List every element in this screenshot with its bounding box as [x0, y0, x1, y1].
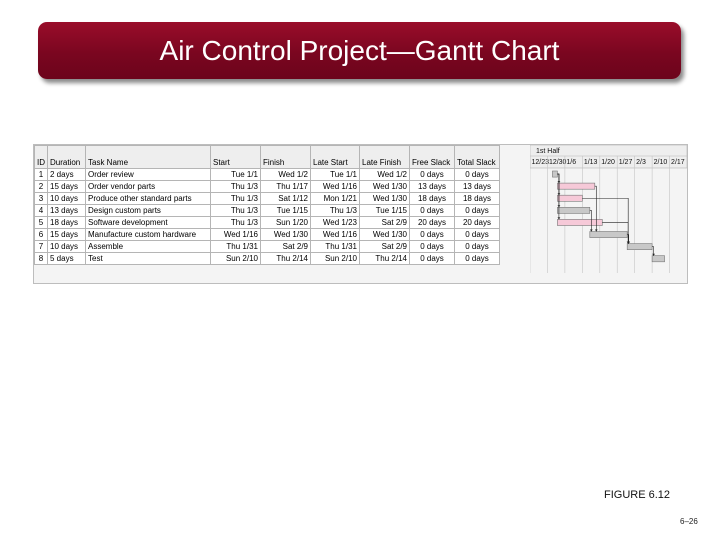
cell-finish: Sun 1/20: [261, 217, 311, 229]
cell-late-start: Wed 1/16: [311, 229, 360, 241]
cell-late-finish: Wed 1/30: [360, 193, 410, 205]
column-header: Task Name: [86, 146, 211, 169]
cell-id: 4: [35, 205, 48, 217]
cell-start: Thu 1/3: [211, 205, 261, 217]
cell-total-slack: 18 days: [455, 193, 500, 205]
dependency-arrowhead: [595, 230, 598, 232]
cell-late-start: Sun 2/10: [311, 253, 360, 265]
column-header: Late Finish: [360, 146, 410, 169]
gantt-bar: [557, 207, 589, 213]
cell-late-finish: Wed 1/30: [360, 181, 410, 193]
gantt-bar: [557, 183, 594, 189]
week-tick-label: 2/3: [636, 159, 646, 166]
cell-late-start: Mon 1/21: [311, 193, 360, 205]
cell-free-slack: 18 days: [410, 193, 455, 205]
week-tick-label: 1/20: [601, 159, 615, 166]
column-header: Finish: [261, 146, 311, 169]
cell-total-slack: 0 days: [455, 229, 500, 241]
column-header: Duration: [48, 146, 86, 169]
cell-finish: Thu 2/14: [261, 253, 311, 265]
cell-total-slack: 0 days: [455, 253, 500, 265]
cell-duration: 15 days: [48, 181, 86, 193]
cell-free-slack: 0 days: [410, 229, 455, 241]
column-header: Total Slack: [455, 146, 500, 169]
table-row: [35, 205, 500, 217]
column-header: Free Slack: [410, 146, 455, 169]
column-header: ID: [35, 146, 48, 169]
cell-finish: Wed 1/2: [261, 169, 311, 181]
cell-late-finish: Thu 2/14: [360, 253, 410, 265]
gantt-figure: [33, 144, 688, 284]
slide-title: Air Control Project—Gantt Chart: [159, 34, 560, 66]
cell-task: Test: [86, 253, 211, 265]
column-header: Start: [211, 146, 261, 169]
cell-duration: 10 days: [48, 193, 86, 205]
cell-id: 8: [35, 253, 48, 265]
week-tick-label: 2/10: [653, 159, 668, 166]
cell-start: Sun 2/10: [211, 253, 261, 265]
dependency-arrowhead: [558, 217, 561, 219]
task-table: [34, 145, 500, 265]
cell-task: Order review: [86, 169, 211, 181]
cell-free-slack: 0 days: [410, 205, 455, 217]
cell-id: 2: [35, 181, 48, 193]
timeline-group-label: 1st Half: [536, 148, 560, 155]
cell-free-slack: 13 days: [410, 181, 455, 193]
table-row: [35, 169, 500, 181]
week-tick-label: 1/27: [618, 159, 633, 166]
dependency-arrowhead: [652, 254, 655, 256]
cell-id: 5: [35, 217, 48, 229]
cell-late-start: Tue 1/1: [311, 169, 360, 181]
cell-late-finish: Sat 2/9: [360, 241, 410, 253]
cell-late-start: Wed 1/23: [311, 217, 360, 229]
cell-task: Assemble: [86, 241, 211, 253]
cell-late-finish: Sat 2/9: [360, 217, 410, 229]
week-tick-label: 1/6: [566, 159, 577, 166]
cell-start: Thu 1/3: [211, 193, 261, 205]
cell-start: Tue 1/1: [211, 169, 261, 181]
cell-free-slack: 20 days: [410, 217, 455, 229]
cell-total-slack: 0 days: [455, 205, 500, 217]
cell-task: Produce other standard parts: [86, 193, 211, 205]
gantt-bar: [552, 171, 557, 177]
cell-free-slack: 0 days: [410, 253, 455, 265]
cell-late-start: Wed 1/16: [311, 181, 360, 193]
gantt-bar: [590, 232, 627, 238]
week-tick-label: 1/13: [583, 159, 598, 166]
week-tick-label: 12/30: [548, 159, 567, 166]
cell-id: 7: [35, 241, 48, 253]
page-number: 6–26: [680, 517, 698, 526]
gantt-bar: [557, 195, 582, 201]
cell-duration: 5 days: [48, 253, 86, 265]
week-tick-label: 2/17: [671, 159, 685, 166]
table-row: [35, 181, 500, 193]
cell-late-finish: Wed 1/2: [360, 169, 410, 181]
gantt-bar: [652, 256, 664, 262]
cell-late-start: Thu 1/31: [311, 241, 360, 253]
dependency-arrowhead: [590, 230, 593, 232]
cell-free-slack: 0 days: [410, 169, 455, 181]
cell-finish: Sat 1/12: [261, 193, 311, 205]
cell-duration: 2 days: [48, 169, 86, 181]
cell-total-slack: 20 days: [455, 217, 500, 229]
cell-free-slack: 0 days: [410, 241, 455, 253]
cell-task: Order vendor parts: [86, 181, 211, 193]
cell-finish: Sat 2/9: [261, 241, 311, 253]
cell-start: Thu 1/31: [211, 241, 261, 253]
cell-id: 3: [35, 193, 48, 205]
week-tick-label: 12/23: [531, 159, 550, 166]
cell-start: Wed 1/16: [211, 229, 261, 241]
cell-task: Manufacture custom hardware: [86, 229, 211, 241]
cell-total-slack: 13 days: [455, 181, 500, 193]
cell-finish: Thu 1/17: [261, 181, 311, 193]
table-row: [35, 217, 500, 229]
column-header: Late Start: [311, 146, 360, 169]
cell-duration: 15 days: [48, 229, 86, 241]
cell-task: Design custom parts: [86, 205, 211, 217]
cell-start: Thu 1/3: [211, 181, 261, 193]
cell-late-start: Thu 1/3: [311, 205, 360, 217]
title-banner: [38, 22, 681, 79]
gantt-timeline: [530, 145, 687, 273]
cell-id: 1: [35, 169, 48, 181]
table-header-row: [35, 146, 500, 169]
table-row: [35, 193, 500, 205]
gantt-svg: [530, 145, 687, 273]
gantt-bar: [627, 244, 652, 250]
table-row: [35, 241, 500, 253]
cell-start: Thu 1/3: [211, 217, 261, 229]
cell-finish: Tue 1/15: [261, 205, 311, 217]
cell-late-finish: Wed 1/30: [360, 229, 410, 241]
cell-late-finish: Tue 1/15: [360, 205, 410, 217]
cell-finish: Wed 1/30: [261, 229, 311, 241]
table-row: [35, 253, 500, 265]
table-body: [35, 169, 500, 265]
gantt-bar: [557, 219, 602, 225]
cell-duration: 10 days: [48, 241, 86, 253]
cell-id: 6: [35, 229, 48, 241]
cell-total-slack: 0 days: [455, 169, 500, 181]
figure-label: FIGURE 6.12: [604, 489, 671, 501]
cell-total-slack: 0 days: [455, 241, 500, 253]
cell-duration: 13 days: [48, 205, 86, 217]
cell-task: Software development: [86, 217, 211, 229]
cell-duration: 18 days: [48, 217, 86, 229]
table-row: [35, 229, 500, 241]
